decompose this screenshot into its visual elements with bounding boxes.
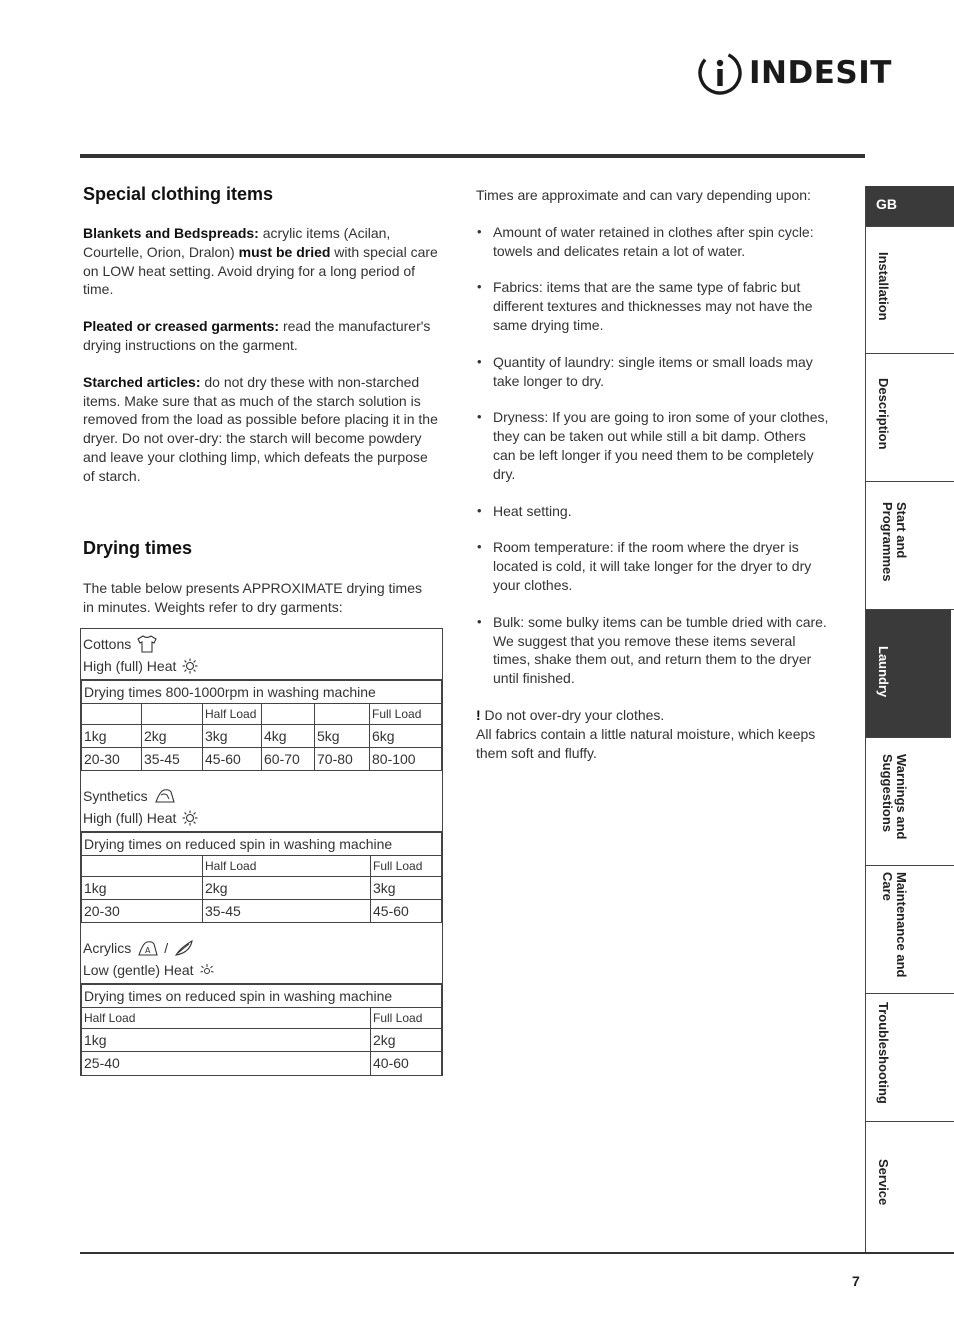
acrylics-weight: 1kg bbox=[82, 1029, 371, 1052]
drying-times-intro: The table below presents APPROXIMATE drying times in minutes. Weights refer to dry garments: bbox=[83, 580, 422, 615]
synthetics-full-load: Full Load bbox=[371, 856, 442, 877]
table-row bbox=[82, 877, 442, 900]
cottons-table bbox=[81, 680, 442, 771]
high-heat-icon bbox=[182, 810, 198, 826]
synthetics-time: 45-60 bbox=[371, 900, 442, 923]
brand-name: INDESIT bbox=[749, 55, 892, 91]
acrylics-heat: Low (gentle) Heat bbox=[83, 962, 194, 978]
acrylics-time: 40-60 bbox=[371, 1052, 442, 1075]
acrylics-weight: 2kg bbox=[371, 1029, 442, 1052]
synthetics-half-load: Half Load bbox=[203, 856, 371, 877]
acrylics-table bbox=[81, 984, 442, 1075]
synthetics-header bbox=[81, 771, 442, 832]
acrylic-iron-icon bbox=[137, 939, 159, 957]
acrylics-full-load: Full Load bbox=[371, 1008, 442, 1029]
tab-description[interactable]: Description bbox=[866, 354, 954, 482]
pleated-text: read the manufacturer's drying instructions on the garment. bbox=[83, 318, 431, 353]
tab-laundry[interactable]: Laundry bbox=[866, 610, 951, 738]
list-item: • Heat setting. bbox=[476, 502, 832, 521]
synthetics-heat: High (full) Heat bbox=[83, 810, 177, 826]
blankets-label: Blankets and Bedspreads: bbox=[83, 225, 259, 241]
list-item: • Dryness: If you are going to iron some of your clothes, they can be taken out while still a bit damp. Others can be left longer if you need them to be completely dry. bbox=[476, 408, 832, 483]
synthetics-subtitle: Drying times on reduced spin in washing machine bbox=[82, 833, 442, 856]
cottons-time: 80-100 bbox=[370, 748, 442, 771]
tab-warnings-and-suggestions[interactable]: Warnings and Suggestions bbox=[866, 738, 954, 866]
cottons-subtitle: Drying times 800-1000rpm in washing machine bbox=[82, 681, 442, 704]
indesit-logo-icon bbox=[697, 50, 743, 96]
acrylics-name: Acrylics bbox=[83, 940, 132, 956]
starched-paragraph bbox=[83, 373, 443, 486]
page-number: 7 bbox=[852, 1273, 860, 1289]
cottons-half-load: Half Load bbox=[203, 704, 262, 725]
cottons-time: 20-30 bbox=[82, 748, 142, 771]
warning-mark: ! bbox=[476, 706, 481, 723]
table-row bbox=[82, 1052, 442, 1075]
cotton-tshirt-icon bbox=[137, 635, 157, 653]
cottons-weight: 3kg bbox=[203, 725, 262, 748]
special-items-title: Special clothing items bbox=[83, 184, 274, 204]
tab-gb[interactable] bbox=[866, 186, 954, 227]
table-row bbox=[82, 1029, 442, 1052]
drying-times-title: Drying times bbox=[83, 538, 193, 558]
header-rule bbox=[80, 154, 865, 158]
acrylics-time: 25-40 bbox=[82, 1052, 371, 1075]
list-item: • Fabrics: items that are the same type of fabric but different textures and thicknesses may not have the same drying time. bbox=[476, 278, 832, 334]
wool-feather-icon bbox=[174, 939, 194, 957]
synthetics-time: 35-45 bbox=[203, 900, 371, 923]
right-column bbox=[476, 186, 832, 762]
cottons-time: 60-70 bbox=[262, 748, 315, 771]
footer-rule bbox=[80, 1252, 954, 1254]
starched-text: do not dry these with non-starched items. Make sure that as much of the starch solution is removed from the load as possible before placing it in the dryer. Do not over-dry: the starch will become powdery and leave your clothing limp, which defeats the purpose of starch. bbox=[83, 373, 438, 484]
list-item: • Amount of water retained in clothes after spin cycle: towels and delicates retain a lot of water. bbox=[476, 223, 832, 261]
tab-installation[interactable]: Installation bbox=[866, 227, 954, 354]
variation-intro: Times are approximate and can vary depending upon: bbox=[476, 187, 811, 203]
blankets-bold: must be dried bbox=[238, 243, 331, 260]
acrylics-subtitle: Drying times on reduced spin in washing machine bbox=[82, 985, 442, 1008]
cottons-name: Cottons bbox=[83, 636, 132, 652]
acrylics-header bbox=[81, 923, 442, 984]
synthetics-table bbox=[81, 832, 442, 923]
variation-factors-list bbox=[476, 223, 832, 688]
cottons-header bbox=[81, 629, 442, 680]
blankets-text-1: acrylic items (Acilan, Courtelle, Orion, Dralon) bbox=[83, 225, 391, 260]
table-row bbox=[82, 748, 442, 771]
tab-start-and-programmes[interactable]: Start and Programmes bbox=[866, 482, 954, 610]
cottons-weight: 2kg bbox=[142, 725, 203, 748]
drying-times-table bbox=[80, 628, 443, 1076]
table-row bbox=[82, 900, 442, 923]
cottons-weight: 6kg bbox=[370, 725, 442, 748]
cottons-weight: 4kg bbox=[262, 725, 315, 748]
blankets-paragraph bbox=[83, 224, 443, 299]
cottons-full-load: Full Load bbox=[370, 704, 442, 725]
moisture-note: All fabrics contain a little natural moisture, which keeps them soft and fluffy. bbox=[476, 725, 816, 761]
tab-troubleshooting[interactable]: Troubleshooting bbox=[866, 994, 954, 1122]
acrylics-slash: / bbox=[164, 940, 169, 956]
low-heat-icon bbox=[200, 963, 214, 977]
synthetics-time: 20-30 bbox=[82, 900, 203, 923]
svg-text:A: A bbox=[145, 946, 151, 955]
starched-label: Starched articles: bbox=[83, 373, 201, 390]
tab-gb-label: GB bbox=[876, 196, 897, 212]
synthetic-iron-icon bbox=[154, 787, 176, 805]
synthetics-weight: 2kg bbox=[203, 877, 371, 900]
cottons-time: 45-60 bbox=[203, 748, 262, 771]
tab-maintenance-and-care[interactable]: Maintenance and Care bbox=[866, 866, 954, 994]
high-heat-icon bbox=[182, 658, 198, 674]
cottons-heat: High (full) Heat bbox=[83, 658, 177, 674]
pleated-paragraph bbox=[83, 317, 443, 355]
section-tabs bbox=[865, 186, 954, 1254]
brand-logo bbox=[697, 50, 892, 96]
table-row bbox=[82, 725, 442, 748]
synthetics-weight: 1kg bbox=[82, 877, 203, 900]
pleated-label: Pleated or creased garments: bbox=[83, 318, 280, 335]
left-column bbox=[83, 184, 443, 615]
list-item: • Room temperature: if the room where the dryer is located is cold, it will take longer for the dryer to dry your clothes. bbox=[476, 538, 832, 594]
over-dry-warning bbox=[476, 706, 832, 725]
cottons-weight: 5kg bbox=[315, 725, 370, 748]
tab-service[interactable]: Service bbox=[876, 1159, 891, 1206]
acrylics-half-load: Half Load bbox=[82, 1008, 371, 1029]
synthetics-name: Synthetics bbox=[83, 788, 148, 804]
synthetics-weight: 3kg bbox=[371, 877, 442, 900]
blankets-text-2: with special care on LOW heat setting. Avoid drying for a long period of time. bbox=[83, 243, 438, 298]
warning-text: Do not over-dry your clothes. bbox=[480, 706, 665, 723]
cottons-time: 70-80 bbox=[315, 748, 370, 771]
list-item: • Bulk: some bulky items can be tumble dried with care. We suggest that you remove these items several times, shake them out, and return them to the dryer until finished. bbox=[476, 613, 832, 688]
cottons-time: 35-45 bbox=[142, 748, 203, 771]
cottons-weight: 1kg bbox=[82, 725, 142, 748]
list-item: • Quantity of laundry: single items or small loads may take longer to dry. bbox=[476, 353, 832, 391]
